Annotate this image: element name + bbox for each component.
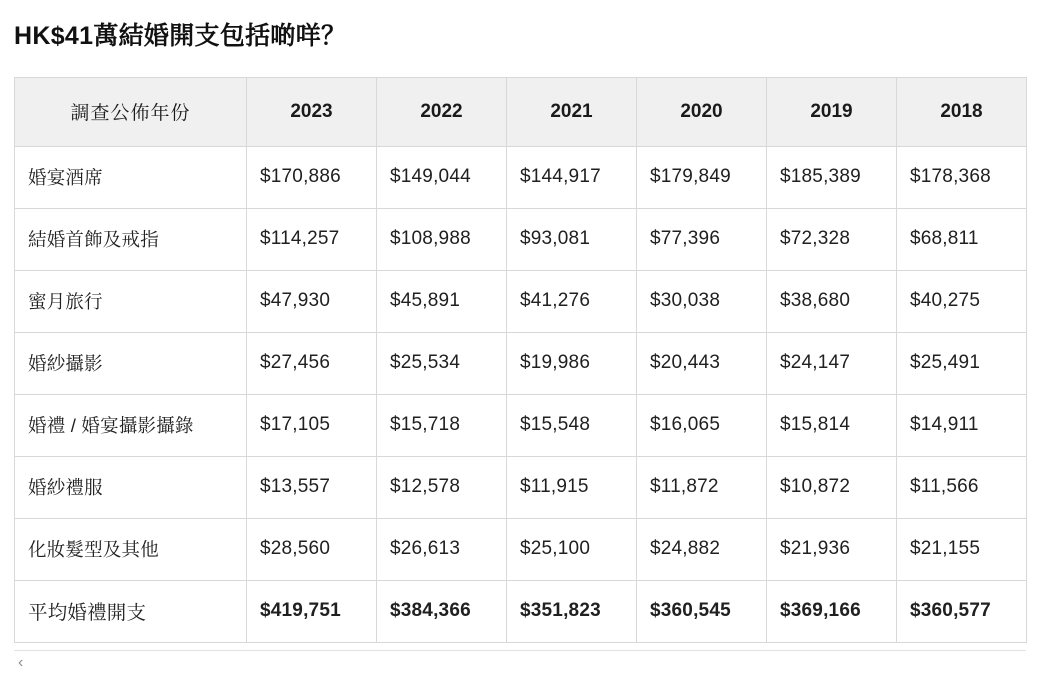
table-row <box>15 270 1027 332</box>
cell-value: $11,566 <box>897 456 1027 518</box>
column-header-year-2020: 2020 <box>637 77 767 146</box>
cell-value: $77,396 <box>637 208 767 270</box>
table-row <box>15 394 1027 456</box>
row-label: 婚紗攝影 <box>15 332 247 394</box>
cell-value: $178,368 <box>897 146 1027 208</box>
cell-value: $11,872 <box>637 456 767 518</box>
cell-value: $24,882 <box>637 518 767 580</box>
cell-value: $28,560 <box>247 518 377 580</box>
cell-value: $21,936 <box>767 518 897 580</box>
horizontal-scroll-bar[interactable] <box>14 650 1026 674</box>
cell-value: $185,389 <box>767 146 897 208</box>
cell-value: $144,917 <box>507 146 637 208</box>
cell-value: $179,849 <box>637 146 767 208</box>
row-label: 婚紗禮服 <box>15 456 247 518</box>
wedding-expense-table <box>14 77 1027 643</box>
cell-value: $10,872 <box>767 456 897 518</box>
cell-value: $170,886 <box>247 146 377 208</box>
table-row <box>15 456 1027 518</box>
cell-value: $19,986 <box>507 332 637 394</box>
total-cell-value: $384,366 <box>377 580 507 642</box>
cell-value: $15,718 <box>377 394 507 456</box>
table-row <box>15 208 1027 270</box>
total-cell-value: $360,577 <box>897 580 1027 642</box>
table-row <box>15 518 1027 580</box>
cell-value: $45,891 <box>377 270 507 332</box>
cell-value: $16,065 <box>637 394 767 456</box>
cell-value: $26,613 <box>377 518 507 580</box>
total-cell-value: $351,823 <box>507 580 637 642</box>
page-title: HK$41萬結婚開支包括啲咩？ <box>14 22 347 50</box>
cell-value: $24,147 <box>767 332 897 394</box>
cell-value: $108,988 <box>377 208 507 270</box>
table-corner-header: 調查公佈年份 <box>15 77 247 146</box>
cell-value: $72,328 <box>767 208 897 270</box>
cell-value: $47,930 <box>247 270 377 332</box>
cell-value: $149,044 <box>377 146 507 208</box>
cell-value: $68,811 <box>897 208 1027 270</box>
cell-value: $30,038 <box>637 270 767 332</box>
cell-value: $25,100 <box>507 518 637 580</box>
table-row <box>15 332 1027 394</box>
cell-value: $25,491 <box>897 332 1027 394</box>
table-total-row <box>15 580 1027 642</box>
table-header <box>15 77 1027 146</box>
row-label: 婚禮 / 婚宴攝影攝錄 <box>15 394 247 456</box>
column-header-year-2022: 2022 <box>377 77 507 146</box>
cell-value: $17,105 <box>247 394 377 456</box>
row-label: 蜜月旅行 <box>15 270 247 332</box>
cell-value: $41,276 <box>507 270 637 332</box>
cell-value: $93,081 <box>507 208 637 270</box>
cell-value: $25,534 <box>377 332 507 394</box>
row-label: 婚宴酒席 <box>15 146 247 208</box>
total-cell-value: $360,545 <box>637 580 767 642</box>
column-header-year-2021: 2021 <box>507 77 637 146</box>
cell-value: $38,680 <box>767 270 897 332</box>
total-cell-value: $369,166 <box>767 580 897 642</box>
cell-value: $15,814 <box>767 394 897 456</box>
row-label: 化妝髮型及其他 <box>15 518 247 580</box>
total-row-label: 平均婚禮開支 <box>15 580 247 642</box>
chevron-left-icon[interactable]: ‹ <box>18 654 24 671</box>
column-header-year-2018: 2018 <box>897 77 1027 146</box>
expense-table-wrapper <box>14 77 1026 643</box>
cell-value: $15,548 <box>507 394 637 456</box>
total-cell-value: $419,751 <box>247 580 377 642</box>
cell-value: $20,443 <box>637 332 767 394</box>
table-row <box>15 146 1027 208</box>
cell-value: $11,915 <box>507 456 637 518</box>
table-body <box>15 146 1027 642</box>
row-label: 結婚首飾及戒指 <box>15 208 247 270</box>
cell-value: $21,155 <box>897 518 1027 580</box>
cell-value: $13,557 <box>247 456 377 518</box>
column-header-year-2023: 2023 <box>247 77 377 146</box>
cell-value: $40,275 <box>897 270 1027 332</box>
cell-value: $14,911 <box>897 394 1027 456</box>
column-header-year-2019: 2019 <box>767 77 897 146</box>
table-header-row <box>15 77 1027 146</box>
cell-value: $114,257 <box>247 208 377 270</box>
cell-value: $27,456 <box>247 332 377 394</box>
cell-value: $12,578 <box>377 456 507 518</box>
